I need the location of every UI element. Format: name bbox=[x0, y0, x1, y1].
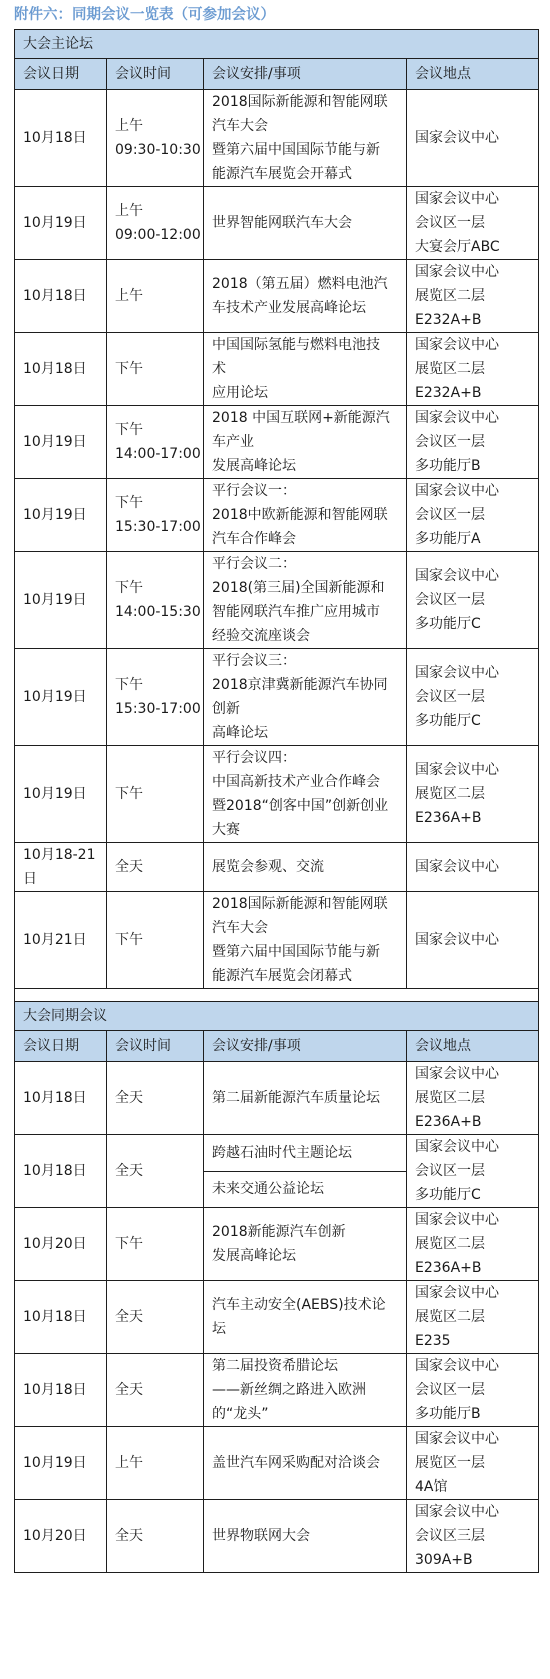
time-cell-line: 09:30-10:30 bbox=[115, 142, 201, 158]
column-header: 会议日期 bbox=[15, 1031, 107, 1062]
event-cell-line: 汽车大会 bbox=[212, 920, 268, 936]
date-cell bbox=[15, 1427, 107, 1500]
date-cell-line: 10月18日 bbox=[23, 1309, 87, 1325]
date-cell bbox=[15, 260, 107, 333]
event-cell-line: 世界智能网联汽车大会 bbox=[212, 215, 352, 231]
event-cell-line: 暨2018“创客中国”创新创业 bbox=[212, 798, 389, 814]
event-cell-line: 未来交通公益论坛 bbox=[212, 1181, 324, 1198]
venue-cell-line: 会议区一层 bbox=[415, 1382, 485, 1398]
date-cell-line: 10月19日 bbox=[23, 434, 87, 450]
venue-cell bbox=[407, 1062, 539, 1135]
event-cell-line: ——新丝绸之路进入欧洲 bbox=[212, 1382, 366, 1398]
concurrent-column-headers bbox=[15, 1031, 539, 1062]
date-cell bbox=[15, 843, 107, 892]
venue-cell bbox=[407, 479, 539, 552]
table-row bbox=[15, 746, 539, 843]
venue-cell-line: 国家会议中心 bbox=[415, 483, 499, 499]
concurrent-section-title: 大会同期会议 bbox=[15, 1002, 539, 1031]
venue-cell-line: 会议区一层 bbox=[415, 507, 485, 523]
time-cell-line: 下午 bbox=[115, 422, 143, 438]
event-cell bbox=[204, 1354, 407, 1427]
table-row bbox=[15, 1427, 539, 1500]
event-cell bbox=[204, 333, 407, 406]
date-cell-line: 10月19日 bbox=[23, 592, 87, 608]
venue-cell-line: 国家会议中心 bbox=[415, 1066, 499, 1082]
venue-cell-line: 4A馆 bbox=[415, 1479, 448, 1495]
venue-cell-line: 国家会议中心 bbox=[415, 1139, 499, 1155]
venue-cell-line: E236A+B bbox=[415, 810, 482, 826]
venue-cell-line: 多功能厅B bbox=[415, 458, 481, 474]
table-row bbox=[15, 260, 539, 333]
venue-cell bbox=[407, 1427, 539, 1500]
venue-cell-line: 国家会议中心 bbox=[415, 859, 499, 875]
event-cell-line: 盖世汽车网采购配对洽谈会 bbox=[212, 1455, 380, 1471]
time-cell-line: 下午 bbox=[115, 580, 143, 596]
column-header: 会议安排/事项 bbox=[204, 1031, 407, 1062]
event-cell-line: 平行会议三： bbox=[212, 653, 296, 669]
venue-cell bbox=[407, 406, 539, 479]
table-row bbox=[15, 1062, 539, 1135]
date-cell bbox=[15, 90, 107, 187]
event-cell bbox=[204, 260, 407, 333]
venue-cell-line: E236A+B bbox=[415, 1260, 482, 1276]
venue-cell-line: 国家会议中心 bbox=[415, 264, 499, 280]
table-row bbox=[15, 1500, 539, 1573]
time-cell-line: 全天 bbox=[115, 1528, 143, 1544]
venue-cell bbox=[407, 1135, 539, 1208]
venue-cell-line: 国家会议中心 bbox=[415, 1431, 499, 1447]
time-cell bbox=[107, 479, 204, 552]
time-cell-line: 全天 bbox=[115, 859, 143, 875]
concurrent-meetings-table bbox=[14, 1001, 539, 1573]
venue-cell-line: 展览区一层 bbox=[415, 1455, 485, 1471]
date-cell bbox=[15, 333, 107, 406]
time-cell-line: 下午 bbox=[115, 932, 143, 948]
time-cell bbox=[107, 333, 204, 406]
event-cell bbox=[204, 1427, 407, 1500]
venue-cell-line: 国家会议中心 bbox=[415, 1504, 499, 1520]
venue-cell-line: E236A+B bbox=[415, 1114, 482, 1130]
venue-cell-line: 展览区二层 bbox=[415, 1236, 485, 1252]
time-cell bbox=[107, 892, 204, 989]
venue-cell bbox=[407, 649, 539, 746]
date-cell bbox=[15, 1354, 107, 1427]
event-cell-line: 能源汽车展览会开幕式 bbox=[212, 166, 352, 182]
event-cell-line: 平行会议四： bbox=[212, 750, 296, 766]
time-cell-line: 14:00-17:00 bbox=[115, 446, 201, 462]
venue-cell-line: 会议区一层 bbox=[415, 1163, 485, 1179]
table-row bbox=[15, 843, 539, 892]
venue-cell-line: 国家会议中心 bbox=[415, 568, 499, 584]
event-cell-line: 2018中欧新能源和智能网联 bbox=[212, 507, 388, 523]
event-cell-line: 2018国际新能源和智能网联 bbox=[212, 896, 388, 912]
venue-cell bbox=[407, 892, 539, 989]
column-header: 会议时间 bbox=[107, 1031, 204, 1062]
date-cell bbox=[15, 1208, 107, 1281]
time-cell-line: 下午 bbox=[115, 786, 143, 802]
date-cell bbox=[15, 187, 107, 260]
venue-cell-line: 会议区三层 bbox=[415, 1528, 485, 1544]
venue-cell-line: 国家会议中心 bbox=[415, 932, 499, 948]
event-cell-line: 暨第六届中国国际节能与新 bbox=[212, 944, 380, 960]
time-cell-line: 上午 bbox=[115, 118, 143, 134]
table-row bbox=[15, 892, 539, 989]
time-cell-line: 15:30-17:00 bbox=[115, 519, 201, 535]
venue-cell-line: E232A+B bbox=[415, 312, 482, 328]
time-cell bbox=[107, 552, 204, 649]
event-cell-line: 发展高峰论坛 bbox=[212, 458, 296, 474]
main-column-headers bbox=[15, 59, 539, 90]
time-cell-line: 09:00-12:00 bbox=[115, 227, 201, 243]
time-cell-line: 15:30-17:00 bbox=[115, 701, 201, 717]
time-cell-line: 全天 bbox=[115, 1309, 143, 1325]
time-cell bbox=[107, 746, 204, 843]
venue-cell bbox=[407, 260, 539, 333]
event-cell bbox=[204, 892, 407, 989]
table-row bbox=[15, 187, 539, 260]
venue-cell bbox=[407, 843, 539, 892]
venue-cell bbox=[407, 746, 539, 843]
date-cell bbox=[15, 1281, 107, 1354]
event-cell-line: 2018国际新能源和智能网联 bbox=[212, 94, 388, 110]
venue-cell-line: 展览区二层 bbox=[415, 361, 485, 377]
venue-cell-line: 309A+B bbox=[415, 1552, 473, 1568]
main-section-title: 大会主论坛 bbox=[15, 30, 539, 59]
event-cell-line: 高峰论坛 bbox=[212, 725, 268, 741]
event-cell-line: 世界物联网大会 bbox=[212, 1528, 310, 1544]
event-cell bbox=[204, 1208, 407, 1281]
page-title: 附件六：同期会议一览表（可参加会议） bbox=[14, 7, 275, 23]
event-cell-line: 发展高峰论坛 bbox=[212, 1248, 296, 1264]
date-cell-line: 10月18日 bbox=[23, 288, 87, 304]
venue-cell-line: 国家会议中心 bbox=[415, 1285, 499, 1301]
event-cell-line: 大赛 bbox=[212, 822, 240, 838]
time-cell bbox=[107, 1354, 204, 1427]
time-cell bbox=[107, 1135, 204, 1208]
event-cell-line: 汽车大会 bbox=[212, 118, 268, 134]
time-cell bbox=[107, 260, 204, 333]
date-cell-line: 10月19日 bbox=[23, 689, 87, 705]
time-cell bbox=[107, 187, 204, 260]
venue-cell-line: 国家会议中心 bbox=[415, 762, 499, 778]
time-cell bbox=[107, 1062, 204, 1135]
column-header: 会议地点 bbox=[407, 1031, 539, 1062]
date-cell-line: 10月18日 bbox=[23, 1163, 87, 1179]
date-cell-line: 10月18日 bbox=[23, 1090, 87, 1106]
date-cell bbox=[15, 552, 107, 649]
venue-cell bbox=[407, 187, 539, 260]
date-cell-line: 10月19日 bbox=[23, 786, 87, 802]
venue-cell-line: E232A+B bbox=[415, 385, 482, 401]
event-cell bbox=[204, 746, 407, 843]
venue-cell-line: 会议区一层 bbox=[415, 592, 485, 608]
venue-cell-line: 国家会议中心 bbox=[415, 410, 499, 426]
venue-cell-line: 多功能厅A bbox=[415, 531, 481, 547]
venue-cell bbox=[407, 90, 539, 187]
time-cell bbox=[107, 1427, 204, 1500]
table-row bbox=[15, 1281, 539, 1354]
table-row bbox=[15, 90, 539, 187]
venue-cell-line: 展览区二层 bbox=[415, 288, 485, 304]
venue-cell-line: 多功能厅C bbox=[415, 616, 481, 632]
event-cell-line: 第二届新能源汽车质量论坛 bbox=[212, 1090, 380, 1106]
venue-cell-line: 国家会议中心 bbox=[415, 665, 499, 681]
venue-cell-line: 多功能厅C bbox=[415, 713, 481, 729]
event-cell-line: 中国高新技术产业合作峰会 bbox=[212, 774, 380, 790]
event-cell-line: 汽车主动安全(AEBS)技术论 bbox=[212, 1297, 386, 1313]
date-cell bbox=[15, 1062, 107, 1135]
event-cell-line: 车产业 bbox=[212, 434, 254, 450]
event-cell bbox=[204, 1135, 407, 1172]
venue-cell bbox=[407, 552, 539, 649]
date-cell bbox=[15, 1500, 107, 1573]
time-cell-line: 下午 bbox=[115, 677, 143, 693]
table-row bbox=[15, 333, 539, 406]
date-cell-line: 10月19日 bbox=[23, 1455, 87, 1471]
event-cell-line: 暨第六届中国国际节能与新 bbox=[212, 142, 380, 158]
venue-cell-line: 大宴会厅ABC bbox=[415, 239, 500, 255]
event-cell-line: 2018 中国互联网+新能源汽 bbox=[212, 410, 390, 426]
venue-cell bbox=[407, 1281, 539, 1354]
event-cell-line: 应用论坛 bbox=[212, 385, 268, 401]
event-cell bbox=[204, 649, 407, 746]
event-cell-line: 坛 bbox=[212, 1321, 226, 1337]
date-cell-line: 10月19日 bbox=[23, 507, 87, 523]
venue-cell-line: 会议区一层 bbox=[415, 689, 485, 705]
time-cell-line: 上午 bbox=[115, 288, 143, 304]
event-cell-line: 术 bbox=[212, 361, 226, 377]
venue-cell-line: 多功能厅B bbox=[415, 1406, 481, 1422]
time-cell-line: 全天 bbox=[115, 1163, 143, 1179]
date-cell bbox=[15, 1135, 107, 1208]
event-cell-line: 经验交流座谈会 bbox=[212, 628, 310, 644]
time-cell-line: 14:00-15:30 bbox=[115, 604, 201, 620]
event-cell-line: 车技术产业发展高峰论坛 bbox=[212, 300, 366, 316]
date-cell-line: 10月18日 bbox=[23, 130, 87, 146]
table-row bbox=[15, 1135, 539, 1172]
venue-cell-line: 多功能厅C bbox=[415, 1187, 481, 1203]
date-cell-line: 10月20日 bbox=[23, 1236, 87, 1252]
event-cell-line: 2018京津冀新能源汽车协同 bbox=[212, 677, 388, 693]
table-row bbox=[15, 552, 539, 649]
event-cell-line: 2018(第三届)全国新能源和 bbox=[212, 580, 385, 596]
event-cell-line: 能源汽车展览会闭幕式 bbox=[212, 968, 352, 984]
time-cell-line: 上午 bbox=[115, 203, 143, 219]
date-cell-line: 10月18日 bbox=[23, 1382, 87, 1398]
venue-cell bbox=[407, 1500, 539, 1573]
venue-cell-line: 展览区二层 bbox=[415, 1090, 485, 1106]
event-cell-line: 2018新能源汽车创新 bbox=[212, 1224, 346, 1240]
date-cell-line: 10月21日 bbox=[23, 932, 87, 948]
table-row bbox=[15, 406, 539, 479]
venue-cell bbox=[407, 1208, 539, 1281]
column-header: 会议安排/事项 bbox=[204, 59, 407, 90]
main-section-header bbox=[15, 30, 539, 59]
date-cell bbox=[15, 406, 107, 479]
venue-cell-line: 展览区二层 bbox=[415, 786, 485, 802]
event-cell-line: 第二届投资希腊论坛 bbox=[212, 1358, 338, 1374]
venue-cell-line: 国家会议中心 bbox=[415, 337, 499, 353]
venue-cell bbox=[407, 333, 539, 406]
venue-cell-line: 会议区一层 bbox=[415, 434, 485, 450]
venue-cell-line: 国家会议中心 bbox=[415, 130, 499, 146]
event-cell-line: 展览会参观、交流 bbox=[212, 859, 324, 875]
column-header: 会议日期 bbox=[15, 59, 107, 90]
time-cell-line: 下午 bbox=[115, 361, 143, 377]
column-header: 会议地点 bbox=[407, 59, 539, 90]
table-row bbox=[15, 1208, 539, 1281]
venue-cell-line: 国家会议中心 bbox=[415, 1212, 499, 1228]
time-cell-line: 全天 bbox=[115, 1090, 143, 1106]
table-row bbox=[15, 479, 539, 552]
time-cell bbox=[107, 1500, 204, 1573]
date-cell-line: 日 bbox=[23, 871, 37, 887]
event-cell bbox=[204, 843, 407, 892]
time-cell bbox=[107, 90, 204, 187]
date-cell bbox=[15, 892, 107, 989]
event-cell bbox=[204, 1281, 407, 1354]
time-cell bbox=[107, 1281, 204, 1354]
event-cell bbox=[204, 187, 407, 260]
date-cell-line: 10月20日 bbox=[23, 1528, 87, 1544]
event-cell bbox=[204, 1171, 407, 1208]
column-header: 会议时间 bbox=[107, 59, 204, 90]
time-cell bbox=[107, 649, 204, 746]
event-cell-line: 平行会议二： bbox=[212, 556, 296, 572]
event-cell-line: 的“龙头” bbox=[212, 1406, 269, 1422]
event-cell-line: 中国国际氢能与燃料电池技 bbox=[212, 337, 380, 353]
concurrent-section-header bbox=[15, 1002, 539, 1031]
venue-cell-line: 会议区一层 bbox=[415, 215, 485, 231]
time-cell-line: 下午 bbox=[115, 1236, 143, 1252]
event-cell-line: 创新 bbox=[212, 701, 240, 717]
event-cell bbox=[204, 1062, 407, 1135]
event-cell-line: 平行会议一： bbox=[212, 483, 296, 499]
date-cell bbox=[15, 479, 107, 552]
event-cell bbox=[204, 479, 407, 552]
event-cell bbox=[204, 90, 407, 187]
event-cell-line: 汽车合作峰会 bbox=[212, 531, 296, 547]
venue-cell-line: 展览区二层 bbox=[415, 1309, 485, 1325]
time-cell-line: 上午 bbox=[115, 1455, 143, 1471]
table-row bbox=[15, 1354, 539, 1427]
time-cell-line: 全天 bbox=[115, 1382, 143, 1398]
event-cell bbox=[204, 406, 407, 479]
main-forum-table bbox=[14, 29, 539, 1017]
event-cell bbox=[204, 1500, 407, 1573]
venue-cell-line: 国家会议中心 bbox=[415, 191, 499, 207]
date-cell-line: 10月19日 bbox=[23, 215, 87, 231]
time-cell bbox=[107, 1208, 204, 1281]
date-cell-line: 10月18日 bbox=[23, 361, 87, 377]
time-cell-line: 下午 bbox=[115, 495, 143, 511]
event-cell-line: 智能网联汽车推广应用城市 bbox=[212, 604, 380, 620]
event-cell bbox=[204, 552, 407, 649]
date-cell-line: 10月18-21 bbox=[23, 847, 96, 863]
venue-cell-line: E235 bbox=[415, 1333, 451, 1349]
event-cell-line: 2018（第五届）燃料电池汽 bbox=[212, 276, 388, 292]
date-cell bbox=[15, 649, 107, 746]
time-cell bbox=[107, 406, 204, 479]
venue-cell bbox=[407, 1354, 539, 1427]
venue-cell-line: 国家会议中心 bbox=[415, 1358, 499, 1374]
date-cell bbox=[15, 746, 107, 843]
time-cell bbox=[107, 843, 204, 892]
event-cell-line: 跨越石油时代主题论坛 bbox=[212, 1144, 352, 1161]
table-row bbox=[15, 649, 539, 746]
